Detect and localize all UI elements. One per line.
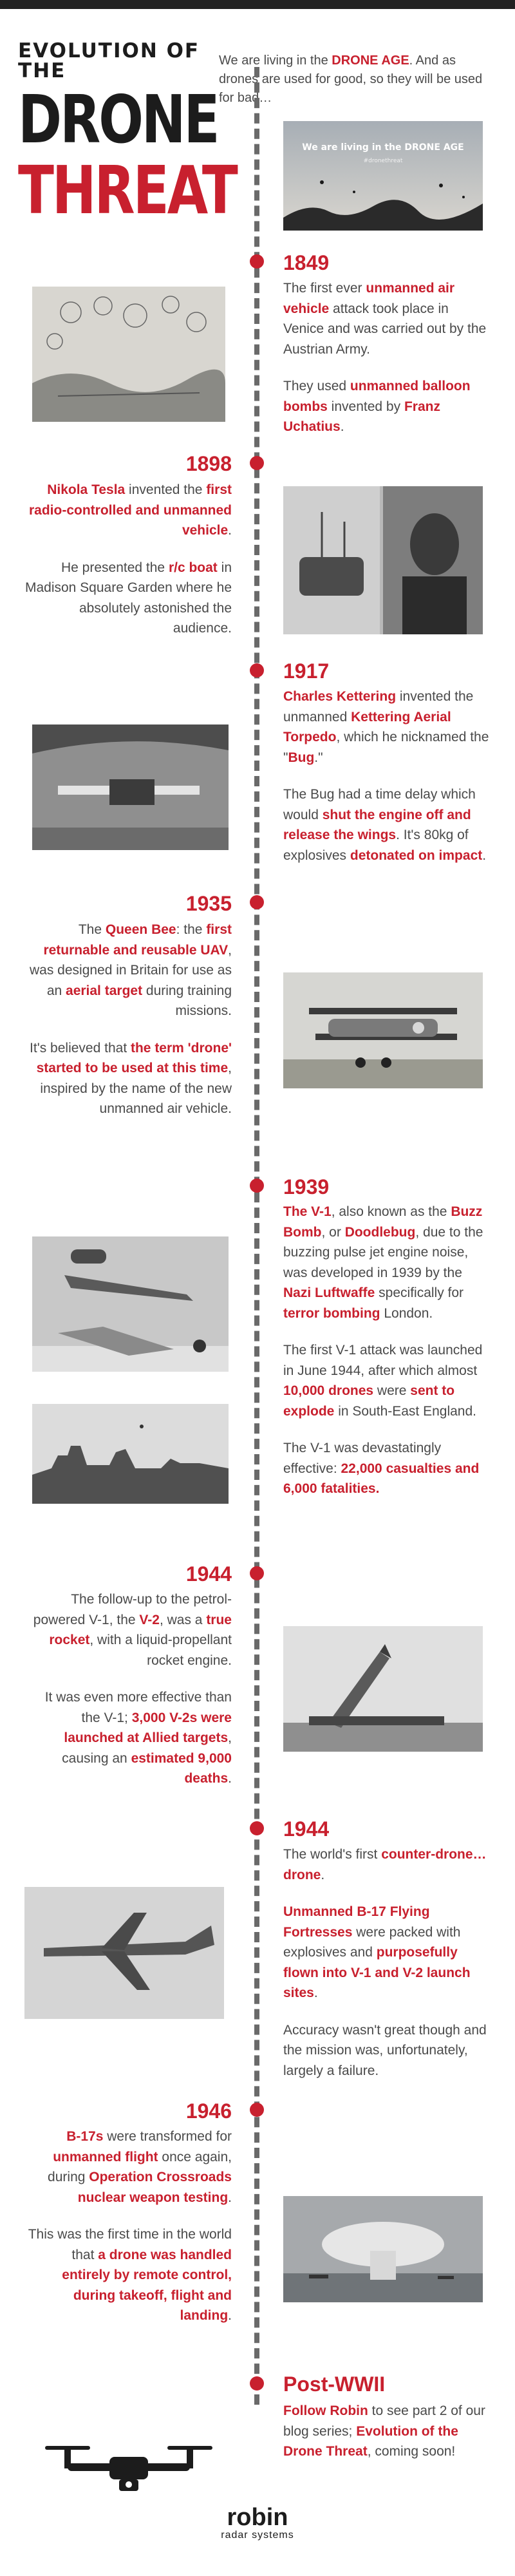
- timeline-dot-1946: [250, 2103, 264, 2117]
- body-text: They used: [283, 379, 350, 393]
- body-text: in South-East England.: [334, 1403, 477, 1419]
- body-text: , inspired by the name of the new unmanned air vehicle.: [40, 1061, 232, 1116]
- entry-1898-year: 1898: [185, 452, 232, 475]
- highlight-text: r/c boat: [168, 560, 218, 575]
- body-text: Accuracy wasn't great though and the mission was, unfortunately, largely a failure.: [283, 2022, 487, 2078]
- drone-icon: [32, 2428, 225, 2499]
- entry-1935-text: [26, 920, 232, 1136]
- highlight-text: Bug: [288, 750, 315, 765]
- tesla-boat-image: [283, 486, 483, 634]
- body-text: The: [78, 922, 106, 937]
- entry-1849-year: 1849: [283, 251, 330, 274]
- entry-1944-v2-year: 1944: [185, 1562, 232, 1586]
- entry-paragraph: [283, 1902, 489, 2003]
- body-text: .: [314, 1985, 318, 2000]
- highlight-text: V-2: [139, 1612, 160, 1627]
- highlight-text: unmanned balloon bombs: [283, 379, 471, 414]
- v2-rocket-image: [283, 1626, 483, 1752]
- title-line-3: THREAT: [18, 153, 236, 229]
- body-text: were: [373, 1383, 411, 1398]
- body-text: . And as drones are used for good, so they will be used for bad…: [219, 53, 483, 105]
- highlight-text: purposefully flown into V-1 and V-2 launch sites: [283, 1945, 471, 2000]
- entry-1917-year: 1917: [283, 659, 330, 683]
- entry-1944-b17-text: [283, 1844, 489, 2098]
- body-text: : the: [176, 922, 207, 937]
- highlight-text: unmanned air vehicle: [283, 281, 455, 316]
- hero-caption: We are living in the DRONE AGE: [302, 142, 464, 153]
- highlight-text: true rocket: [49, 1612, 232, 1647]
- intro-text: [219, 52, 489, 108]
- entry-paragraph: [283, 1202, 489, 1323]
- body-text: specifically for: [375, 1285, 464, 1300]
- entry-post-wwii-text: [283, 2401, 489, 2479]
- highlight-text: Buzz Bomb: [283, 1204, 483, 1240]
- entry-paragraph: [283, 1340, 489, 1421]
- highlight-text: B-17s: [66, 2129, 104, 2144]
- highlight-text: Evolution of the Drone Threat: [283, 2423, 458, 2459]
- highlight-text: Franz Uchatius: [283, 399, 440, 434]
- hero-silhouette: [283, 121, 483, 231]
- timeline-dot-1944-v2: [250, 1566, 264, 1580]
- highlight-text: 10,000 drones: [283, 1383, 374, 1398]
- entry-paragraph: [283, 687, 489, 768]
- title-line-2: DRONE: [18, 82, 218, 158]
- body-text: attack took place in Venice and was carried out by the Austrian Army.: [283, 301, 487, 357]
- body-text: This was the first time in the world that: [28, 2227, 232, 2262]
- entry-paragraph: [283, 1844, 489, 1885]
- hero-subcaption: #dronethreat: [363, 158, 403, 164]
- body-text: , causing an: [62, 1730, 232, 1766]
- highlight-text: Doodlebug: [344, 1224, 416, 1240]
- entry-paragraph: [19, 558, 232, 639]
- body-text: It's believed that: [30, 1040, 131, 1056]
- highlight-text: estimated 9,000 deaths: [131, 1750, 232, 1786]
- highlight-text: counter-drone… drone: [283, 1847, 487, 1882]
- highlight-text: a drone was handled entirely by remote control, during takeoff, flight and landing: [62, 2247, 232, 2323]
- body-text: were packed with explosives and: [283, 1924, 461, 1960]
- entry-1944-v2-text: [29, 1589, 232, 1806]
- body-text: invented the: [125, 482, 207, 497]
- body-text: .: [228, 2190, 232, 2205]
- highlight-text: The V-1: [283, 1204, 332, 1219]
- london-skyline-image: [32, 1404, 229, 1504]
- timeline-dot-1944-b17: [250, 1821, 264, 1835]
- body-text: , was a: [159, 1612, 207, 1627]
- highlight-text: detonated on impact: [350, 848, 483, 863]
- body-text: The world's first: [283, 1847, 382, 1862]
- body-text: . It's 80kg of explosives: [283, 828, 469, 863]
- body-text: .: [228, 523, 232, 538]
- highlight-text: aerial target: [66, 983, 143, 998]
- entry-paragraph: [19, 480, 232, 541]
- highlight-text: DRONE AGE: [332, 53, 409, 68]
- body-text: during training missions.: [142, 983, 232, 1018]
- body-text: The first V-1 attack was launched in June 1944, after which almost: [283, 1343, 483, 1378]
- body-text: .": [314, 750, 323, 765]
- body-text: London.: [380, 1305, 433, 1321]
- body-text: , or: [321, 1224, 345, 1240]
- body-text: , was designed in Britain for use as an: [29, 942, 232, 998]
- body-text: invented the unmanned: [283, 689, 474, 724]
- entry-1946-year: 1946: [185, 2099, 232, 2123]
- crossroads-test-image: [283, 2196, 483, 2302]
- highlight-text: first returnable and reusable UAV: [43, 922, 232, 958]
- kettering-bug-image: [32, 724, 229, 850]
- entry-1917-text: [283, 687, 489, 882]
- body-text: .: [482, 848, 487, 863]
- highlight-text: 22,000 casualties and 6,000 fatalities.: [283, 1461, 480, 1496]
- entry-paragraph: [29, 1687, 232, 1789]
- entry-1898-text: [19, 480, 232, 656]
- body-text: .: [228, 1771, 232, 1786]
- highlight-text: Follow Robin: [283, 2403, 368, 2418]
- logo-name: robin: [227, 2504, 288, 2531]
- entry-1939-text: [283, 1202, 489, 1516]
- highlight-text: unmanned flight: [53, 2149, 158, 2164]
- page-title: [18, 39, 236, 229]
- highlight-text: Charles Kettering: [283, 689, 397, 704]
- entry-paragraph: [26, 2126, 232, 2208]
- highlight-text: first radio-controlled and unmanned vehicle: [28, 482, 232, 538]
- body-text: We are living in the: [219, 53, 332, 68]
- entry-post-wwii-year: Post-WWII: [283, 2372, 386, 2396]
- body-text: .: [321, 1867, 325, 1882]
- body-text: once again, during: [48, 2149, 232, 2184]
- title-line-1: EVOLUTION OF THE: [18, 39, 200, 82]
- highlight-text: terror bombing: [283, 1305, 380, 1321]
- robin-logo: [193, 2505, 322, 2541]
- highlight-text: Unmanned B-17 Flying Fortresses: [283, 1904, 430, 1940]
- body-text: The first ever: [283, 281, 366, 296]
- body-text: invented by: [327, 399, 404, 414]
- body-text: .: [340, 419, 344, 434]
- entry-paragraph: [283, 2020, 489, 2081]
- body-text: The V-1 was devastatingly effective:: [283, 1441, 442, 1476]
- highlight-text: the term 'drone' started to be used at this time: [36, 1040, 232, 1075]
- highlight-text: Nikola Tesla: [47, 482, 126, 497]
- entry-paragraph: [283, 278, 489, 359]
- timeline-dot-1849: [250, 254, 264, 269]
- top-bar: [0, 0, 515, 9]
- entry-paragraph: [283, 1438, 489, 1499]
- highlight-text: Queen Bee: [105, 922, 176, 937]
- entry-1946-text: [26, 2126, 232, 2343]
- entry-1939-year: 1939: [283, 1175, 330, 1198]
- logo-tagline: radar systems: [221, 2530, 294, 2541]
- body-text: .: [228, 2308, 232, 2323]
- entry-paragraph: [26, 920, 232, 1021]
- timeline-dot-1939: [250, 1179, 264, 1193]
- body-text: The Bug had a time delay which would: [283, 787, 476, 822]
- highlight-text: shut the engine off and release the wings: [283, 807, 471, 842]
- body-text: , coming soon!: [367, 2444, 456, 2459]
- balloon-bombs-image: [32, 287, 225, 422]
- body-text: , which he nicknamed the ": [283, 730, 489, 765]
- timeline-dot-1917: [250, 663, 264, 677]
- entry-1944-b17-year: 1944: [283, 1817, 330, 1841]
- body-text: It was even more effective than the V-1;: [44, 1690, 232, 1725]
- v1-rocket-image: [32, 1236, 229, 1372]
- entry-paragraph: [283, 784, 489, 866]
- hero-image: [283, 121, 483, 231]
- highlight-text: Operation Crossroads nuclear weapon testing: [77, 2170, 232, 2205]
- entry-1849-text: [283, 278, 489, 454]
- entry-paragraph: [283, 2401, 489, 2462]
- body-text: to see part 2 of our blog series;: [283, 2403, 485, 2439]
- body-text: The follow-up to the petrol-powered V-1, the: [33, 1592, 232, 1627]
- timeline-dot-post-wwii: [250, 2376, 264, 2391]
- entry-paragraph: [283, 376, 489, 437]
- highlight-text: sent to explode: [283, 1383, 455, 1419]
- timeline-dot-1935: [250, 895, 264, 909]
- b17-bomber-image: [24, 1887, 224, 2019]
- body-text: in Madison Square Garden where he absolutely astonished the audience.: [24, 560, 232, 636]
- highlight-text: 3,000 V-2s were launched at Allied targets: [64, 1710, 232, 1745]
- body-text: He presented the: [61, 560, 169, 575]
- highlight-text: Kettering Aerial Torpedo: [283, 709, 451, 744]
- body-text: , due to the buzzing pulse jet engine noise, was developed in 1939 by the: [283, 1224, 483, 1280]
- entry-paragraph: [26, 2224, 232, 2326]
- entry-paragraph: [26, 1038, 232, 1119]
- body-text: , also known as the: [331, 1204, 451, 1219]
- timeline-line: [254, 67, 259, 2405]
- timeline-dot-1898: [250, 456, 264, 470]
- highlight-text: Nazi Luftwaffe: [283, 1285, 375, 1300]
- entry-1935-year: 1935: [185, 892, 232, 915]
- body-text: , with a liquid-propellant rocket engine.: [89, 1633, 232, 1668]
- queen-bee-image: [283, 972, 483, 1088]
- body-text: were transformed for: [103, 2129, 232, 2144]
- entry-paragraph: [29, 1589, 232, 1671]
